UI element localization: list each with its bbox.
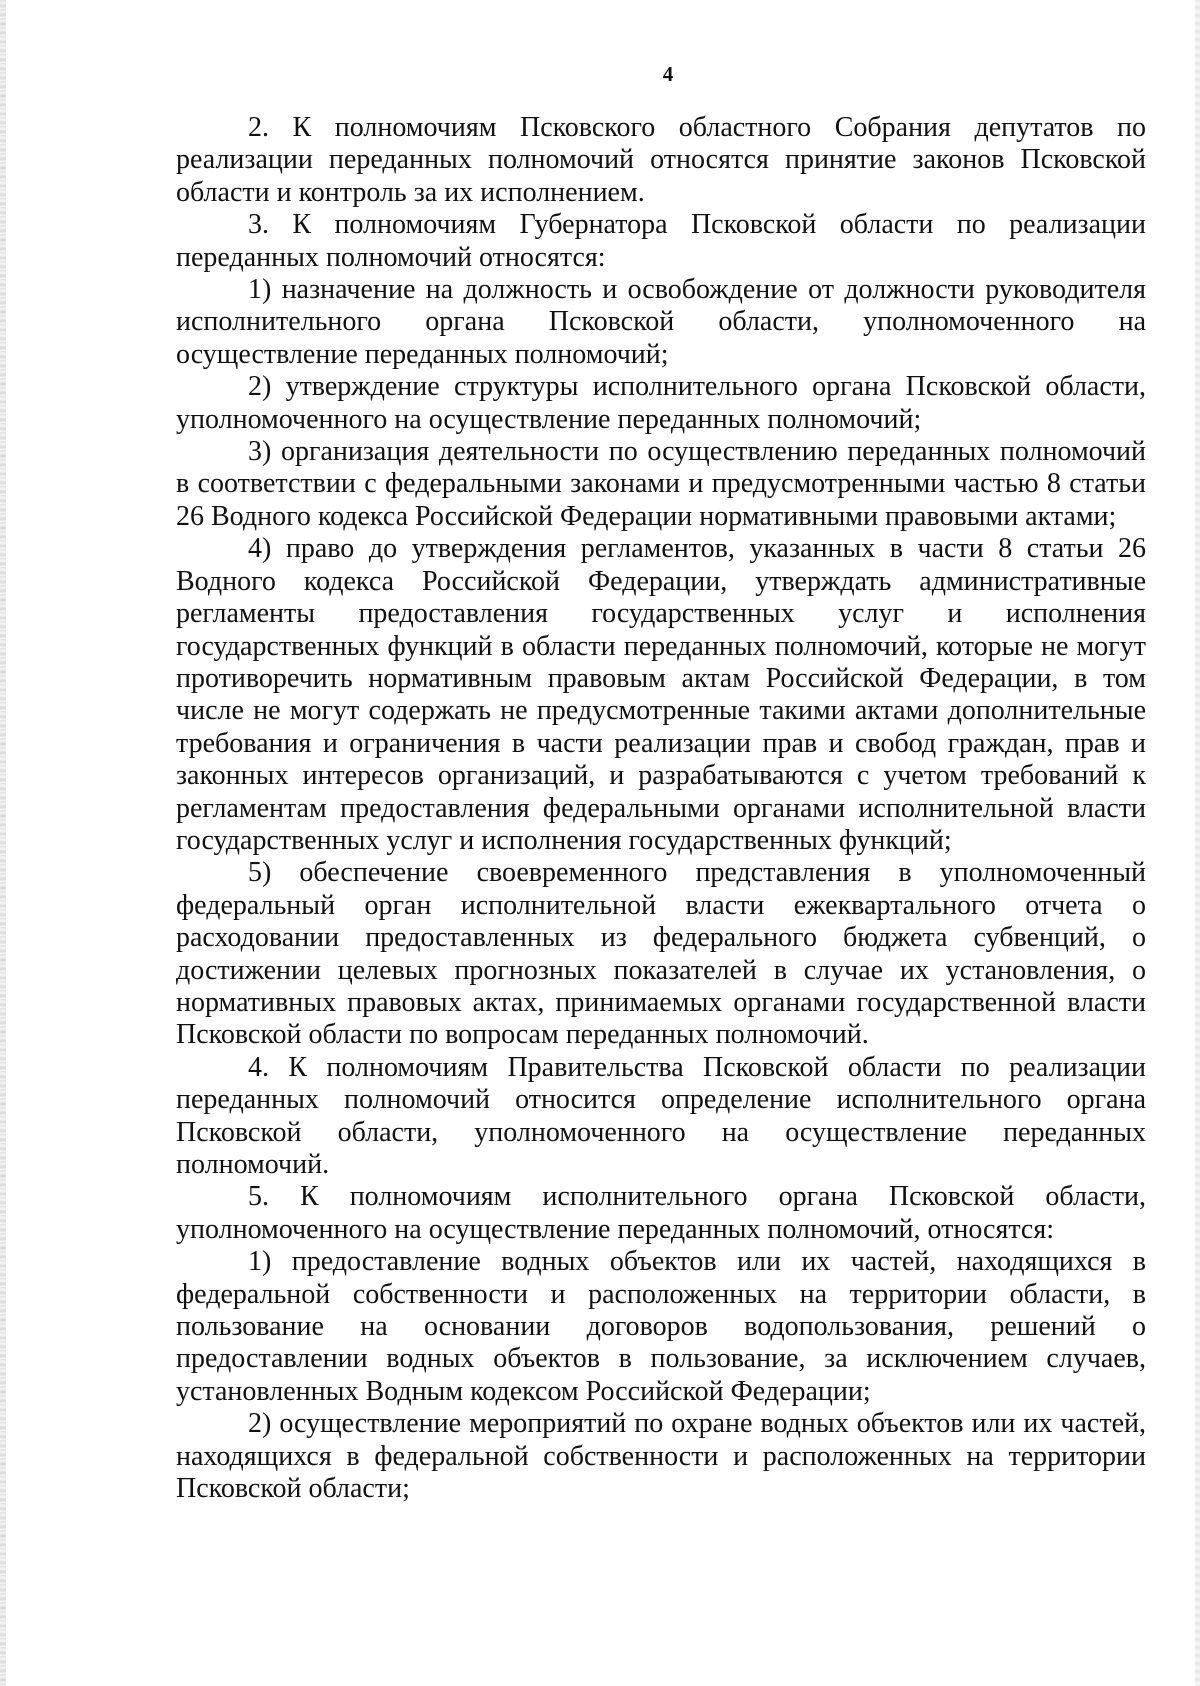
scan-edge-right bbox=[1195, 0, 1200, 1686]
paragraph-section-5-item-2: 2) осуществление мероприятий по охране водных объектов или их частей, находящихся в федеральной собственности и расположенных на территории Псковской области; bbox=[176, 1408, 1146, 1505]
paragraph-section-3: 3. К полномочиям Губернатора Псковской области по реализации переданных полномочий относятся: bbox=[176, 209, 1146, 273]
paragraph-section-4: 4. К полномочиям Правительства Псковской области по реализации переданных полномочий относится определение исполнительного органа Псковской области, уполномоченного на осуществление переданных полномочий. bbox=[176, 1051, 1146, 1180]
document-body bbox=[176, 112, 1146, 1505]
paragraph-section-3-item-2: 2) утверждение структуры исполнительного органа Псковской области, уполномоченного на осуществление переданных полномочий; bbox=[176, 371, 1146, 435]
page-number: 4 bbox=[662, 62, 674, 86]
paragraph-section-3-item-4: 4) право до утверждения регламентов, указанных в части 8 статьи 26 Водного кодекса Российской Федерации, утверждать административные регламенты предоставления государственных услуг и исполнения государственных функций в области переданных полномочий, которые не могут противоречить нормативным правовым актам Российской Федерации, в том числе не могут содержать не предусмотренные такими актами дополнительные требования и ограничения в части реализации прав и свобод граждан, прав и законных интересов организаций, и разрабатываются с учетом требований к регламентам предоставления федеральными органами исполнительной власти государственных услуг и исполнения государственных функций; bbox=[176, 533, 1146, 856]
paragraph-section-5: 5. К полномочиям исполнительного органа Псковской области, уполномоченного на осуществление переданных полномочий, относятся: bbox=[176, 1181, 1146, 1245]
scan-edge-left bbox=[0, 0, 6, 1686]
paragraph-section-5-item-1: 1) предоставление водных объектов или их частей, находящихся в федеральной собственности и расположенных на территории области, в пользование на основании договоров водопользования, решений о предоставлении водных объектов в пользование, за исключением случаев, установленных Водным кодексом Российской Федерации; bbox=[176, 1246, 1146, 1407]
paragraph-section-2: 2. К полномочиям Псковского областного Собрания депутатов по реализации переданных полномочий относятся принятие законов Псковской области и контроль за их исполнением. bbox=[176, 112, 1146, 208]
paragraph-section-3-item-5: 5) обеспечение своевременного представления в уполномоченный федеральный орган исполнительной власти ежеквартального отчета о расходовании предоставленных из федерального бюджета субвенций, о достижении целевых прогнозных показателей в случае их установления, о нормативных правовых актах, принимаемых органами государственной власти Псковской области по вопросам переданных полномочий. bbox=[176, 857, 1146, 1051]
paragraph-section-3-item-3: 3) организация деятельности по осуществлению переданных полномочий в соответствии с федеральными законами и предусмотренными частью 8 статьи 26 Водного кодекса Российской Федерации нормативными правовыми актами; bbox=[176, 436, 1146, 532]
paragraph-section-3-item-1: 1) назначение на должность и освобождение от должности руководителя исполнительного органа Псковской области, уполномоченного на осуществление переданных полномочий; bbox=[176, 274, 1146, 370]
